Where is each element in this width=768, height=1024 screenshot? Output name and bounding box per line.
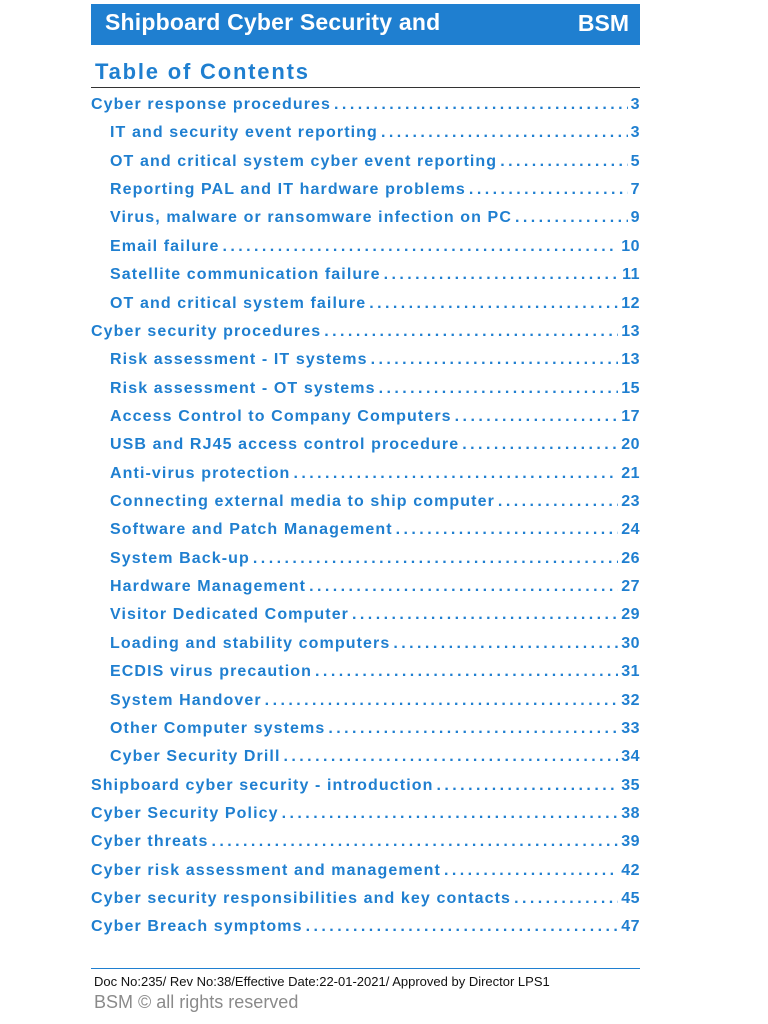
toc-entry-label: Loading and stability computers: [110, 634, 391, 652]
toc-entry-label: Cyber Security Drill: [110, 748, 281, 766]
toc-entry-page: 7: [630, 181, 640, 199]
toc-dot-leader: [324, 323, 618, 341]
toc-dot-leader: [315, 663, 618, 681]
toc-entry-page: 17: [621, 407, 640, 425]
document-title: Shipboard Cyber Security and: [105, 9, 441, 35]
toc-subentry[interactable]: [91, 606, 640, 634]
toc-subentry[interactable]: [91, 295, 640, 323]
toc-subentry[interactable]: [91, 181, 640, 209]
toc-entry-label: Cyber security responsibilities and key contacts: [91, 890, 512, 908]
toc-subentry[interactable]: [91, 550, 640, 578]
toc-entry[interactable]: [91, 918, 640, 946]
toc-entry-label: Cyber Breach symptoms: [91, 918, 303, 936]
toc-subentry[interactable]: [91, 124, 640, 152]
toc-entry-page: 24: [621, 521, 640, 539]
toc-entry[interactable]: [91, 96, 640, 124]
toc-entry-page: 3: [630, 96, 640, 113]
toc-subentry[interactable]: [91, 238, 640, 266]
toc-dot-leader: [282, 805, 619, 823]
toc-heading: Table of Contents: [95, 59, 310, 84]
toc-dot-leader: [469, 181, 628, 199]
toc-entry-page: 3: [630, 124, 640, 142]
toc-entry-label: Access Control to Company Computers: [110, 407, 452, 425]
toc-entry-label: USB and RJ45 access control procedure: [110, 436, 460, 454]
toc-subentry[interactable]: [91, 635, 640, 663]
brand-label: BSM: [577, 10, 629, 36]
toc-dot-leader: [328, 720, 618, 738]
toc-entry-label: Visitor Dedicated Computer: [110, 606, 350, 624]
toc-dot-leader: [396, 521, 619, 539]
toc-dot-leader: [379, 380, 619, 398]
toc-subentry[interactable]: [91, 209, 640, 237]
toc-entry[interactable]: [91, 805, 640, 833]
toc-dot-leader: [500, 153, 627, 171]
toc-dot-leader: [211, 833, 618, 851]
toc-entry-page: 29: [621, 606, 640, 624]
toc-entry-label: OT and critical system cyber event reporting: [110, 152, 498, 170]
toc-heading-divider: [91, 87, 640, 88]
page-number: 1: [542, 974, 550, 989]
toc-entry-label: Virus, malware or ransomware infection on PC: [110, 209, 512, 227]
toc-entry-label: Hardware Management: [110, 578, 307, 596]
toc-dot-leader: [369, 295, 618, 313]
toc-entry-page: 13: [621, 351, 640, 369]
toc-dot-leader: [437, 777, 619, 795]
toc-entry[interactable]: [91, 833, 640, 861]
toc-entry-page: 35: [621, 776, 640, 794]
toc-entry-page: 11: [622, 266, 640, 284]
toc-entry[interactable]: [91, 323, 640, 351]
toc-entry[interactable]: [91, 777, 640, 805]
toc-dot-leader: [371, 351, 619, 369]
toc-entry-page: 42: [621, 861, 640, 879]
toc-entry-page: 45: [621, 890, 640, 908]
toc-entry-label: System Back-up: [110, 549, 250, 567]
toc-entry-label: System Handover: [110, 691, 262, 709]
toc-entry-label: Connecting external media to ship computer: [110, 493, 495, 511]
footer-divider: [91, 968, 640, 969]
toc-entry-label: Shipboard cyber security - introduction: [91, 776, 434, 794]
toc-subentry[interactable]: [91, 266, 640, 294]
toc-dot-leader: [306, 918, 619, 936]
toc-dot-leader: [222, 238, 618, 256]
toc-dot-leader: [334, 96, 628, 114]
toc-subentry[interactable]: [91, 408, 640, 436]
toc-dot-leader: [514, 890, 618, 908]
toc-entry-page: 23: [621, 493, 640, 511]
toc-entry-page: 38: [621, 804, 640, 822]
toc-entry-page: 34: [621, 748, 640, 766]
toc-entry-label: Cyber security procedures: [91, 322, 322, 340]
toc-entry-label: Email failure: [110, 237, 220, 255]
doc-info-text: Doc No:235/ Rev No:38/Effective Date:22-01-2021/ Approved by Director LPS: [94, 974, 543, 989]
toc-entry-page: 20: [621, 436, 640, 454]
toc-dot-leader: [309, 578, 618, 596]
toc-entry-label: Risk assessment - IT systems: [110, 351, 368, 369]
toc-entry-page: 5: [630, 152, 640, 170]
toc-entry-page: 13: [621, 322, 640, 340]
toc-entry-page: 32: [621, 691, 640, 709]
toc-entry-label: Cyber threats: [91, 833, 209, 851]
toc-subentry[interactable]: [91, 663, 640, 691]
toc-subentry[interactable]: [91, 521, 640, 549]
toc-entry-label: Other Computer systems: [110, 719, 326, 737]
toc-entry-label: Reporting PAL and IT hardware problems: [110, 181, 466, 199]
toc-entry-page: 31: [621, 663, 640, 681]
toc-dot-leader: [293, 465, 618, 483]
toc-entry-label: Software and Patch Management: [110, 521, 393, 539]
toc-dot-leader: [265, 692, 619, 710]
toc-entry-label: Risk assessment - OT systems: [110, 379, 376, 397]
toc-entry-page: 39: [621, 833, 640, 851]
toc-entry-label: Cyber response procedures: [91, 96, 332, 113]
toc-entry-page: 26: [621, 549, 640, 567]
toc-dot-leader: [444, 862, 618, 880]
toc-entry-page: 21: [621, 464, 640, 482]
toc-entry-label: OT and critical system failure: [110, 294, 367, 312]
toc-dot-leader: [384, 266, 619, 284]
toc-list: [91, 96, 640, 947]
toc-subentry[interactable]: [91, 465, 640, 493]
toc-subentry[interactable]: [91, 578, 640, 606]
toc-subentry[interactable]: [91, 153, 640, 181]
toc-entry[interactable]: [91, 890, 640, 918]
toc-entry-page: 27: [621, 578, 640, 596]
toc-entry[interactable]: [91, 862, 640, 890]
footer-doc-info: [94, 974, 550, 989]
toc-subentry[interactable]: [91, 748, 640, 776]
toc-dot-leader: [498, 493, 618, 511]
document-header: [91, 4, 640, 45]
toc-dot-leader: [381, 124, 628, 142]
toc-entry-page: 9: [630, 209, 640, 227]
toc-dot-leader: [253, 550, 618, 568]
toc-dot-leader: [284, 748, 619, 766]
toc-entry-page: 33: [621, 719, 640, 737]
toc-dot-leader: [393, 635, 618, 653]
toc-entry-page: 30: [621, 634, 640, 652]
toc-dot-leader: [515, 209, 628, 227]
toc-subentry[interactable]: [91, 436, 640, 464]
toc-entry-label: Cyber Security Policy: [91, 804, 279, 822]
toc-subentry[interactable]: [91, 493, 640, 521]
toc-subentry[interactable]: [91, 720, 640, 748]
toc-subentry[interactable]: [91, 380, 640, 408]
toc-entry-page: 10: [621, 237, 640, 255]
toc-subentry[interactable]: [91, 692, 640, 720]
footer-copyright: BSM © all rights reserved: [94, 992, 299, 1012]
toc-subentry[interactable]: [91, 351, 640, 379]
toc-entry-label: ECDIS virus precaution: [110, 663, 313, 681]
toc-dot-leader: [455, 408, 619, 426]
toc-entry-label: IT and security event reporting: [110, 124, 378, 142]
toc-entry-label: Satellite communication failure: [110, 266, 381, 284]
toc-entry-page: 15: [621, 379, 640, 397]
toc-entry-label: Anti-virus protection: [110, 464, 291, 482]
toc-entry-label: Cyber risk assessment and management: [91, 861, 441, 879]
toc-dot-leader: [462, 436, 618, 454]
toc-entry-page: 47: [621, 918, 640, 936]
toc-entry-page: 12: [621, 294, 640, 312]
toc-dot-leader: [352, 606, 618, 624]
